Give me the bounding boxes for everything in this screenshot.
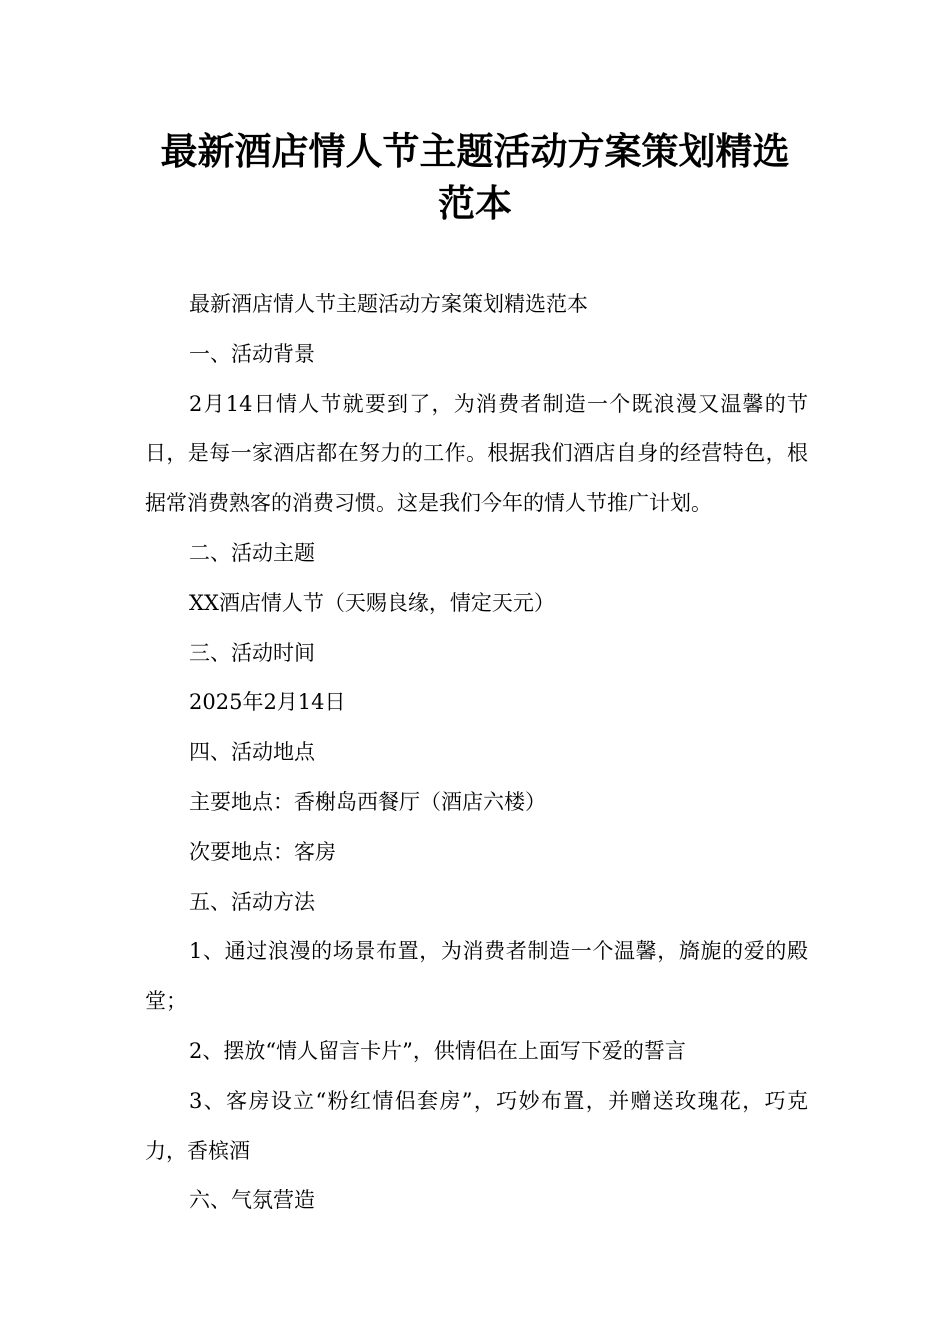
time-paragraph: 2025年2月14日 [189, 690, 346, 715]
section-heading-location: 四、活动地点 [189, 740, 315, 765]
title-line-2: 范本 [438, 182, 512, 225]
background-paragraph: 2月14日情人节就要到了，为消费者制造一个既浪漫又温馨的节日，是每一家酒店都在努力的工作。根据我们酒店自身的经营特色，根据常消费熟客的消费习惯。这是我们今年的情人节推广计划。 [145, 391, 808, 516]
secondary-location-paragraph: 次要地点：客房 [189, 839, 336, 864]
section-heading-atmosphere: 六、气氛营造 [189, 1188, 315, 1213]
section-heading-method: 五、活动方法 [189, 889, 315, 914]
method-item-2: 2、摆放“情人留言卡片”，供情侣在上面写下爱的誓言 [189, 1038, 686, 1063]
section-heading-theme: 二、活动主题 [189, 540, 315, 565]
method-item-1: 1、通过浪漫的场景布置，为消费者制造一个温馨，旖旎的爱的殿堂； [145, 939, 808, 1014]
method-item-3: 3、客房设立“粉红情侣套房”，巧妙布置，并赠送玫瑰花，巧克力，香槟酒 [145, 1088, 808, 1163]
title-line-1: 最新酒店情人节主题活动方案策划精选 [160, 130, 790, 173]
document-title [0, 126, 950, 230]
theme-paragraph: XX酒店情人节（天赐良缘，情定天元） [189, 590, 555, 615]
section-heading-background: 一、活动背景 [189, 341, 315, 366]
section-heading-time: 三、活动时间 [189, 640, 315, 665]
main-location-paragraph: 主要地点：香榭岛西餐厅（酒店六楼） [189, 789, 546, 814]
document-body [145, 280, 808, 1226]
intro-paragraph: 最新酒店情人节主题活动方案策划精选范本 [189, 292, 588, 316]
